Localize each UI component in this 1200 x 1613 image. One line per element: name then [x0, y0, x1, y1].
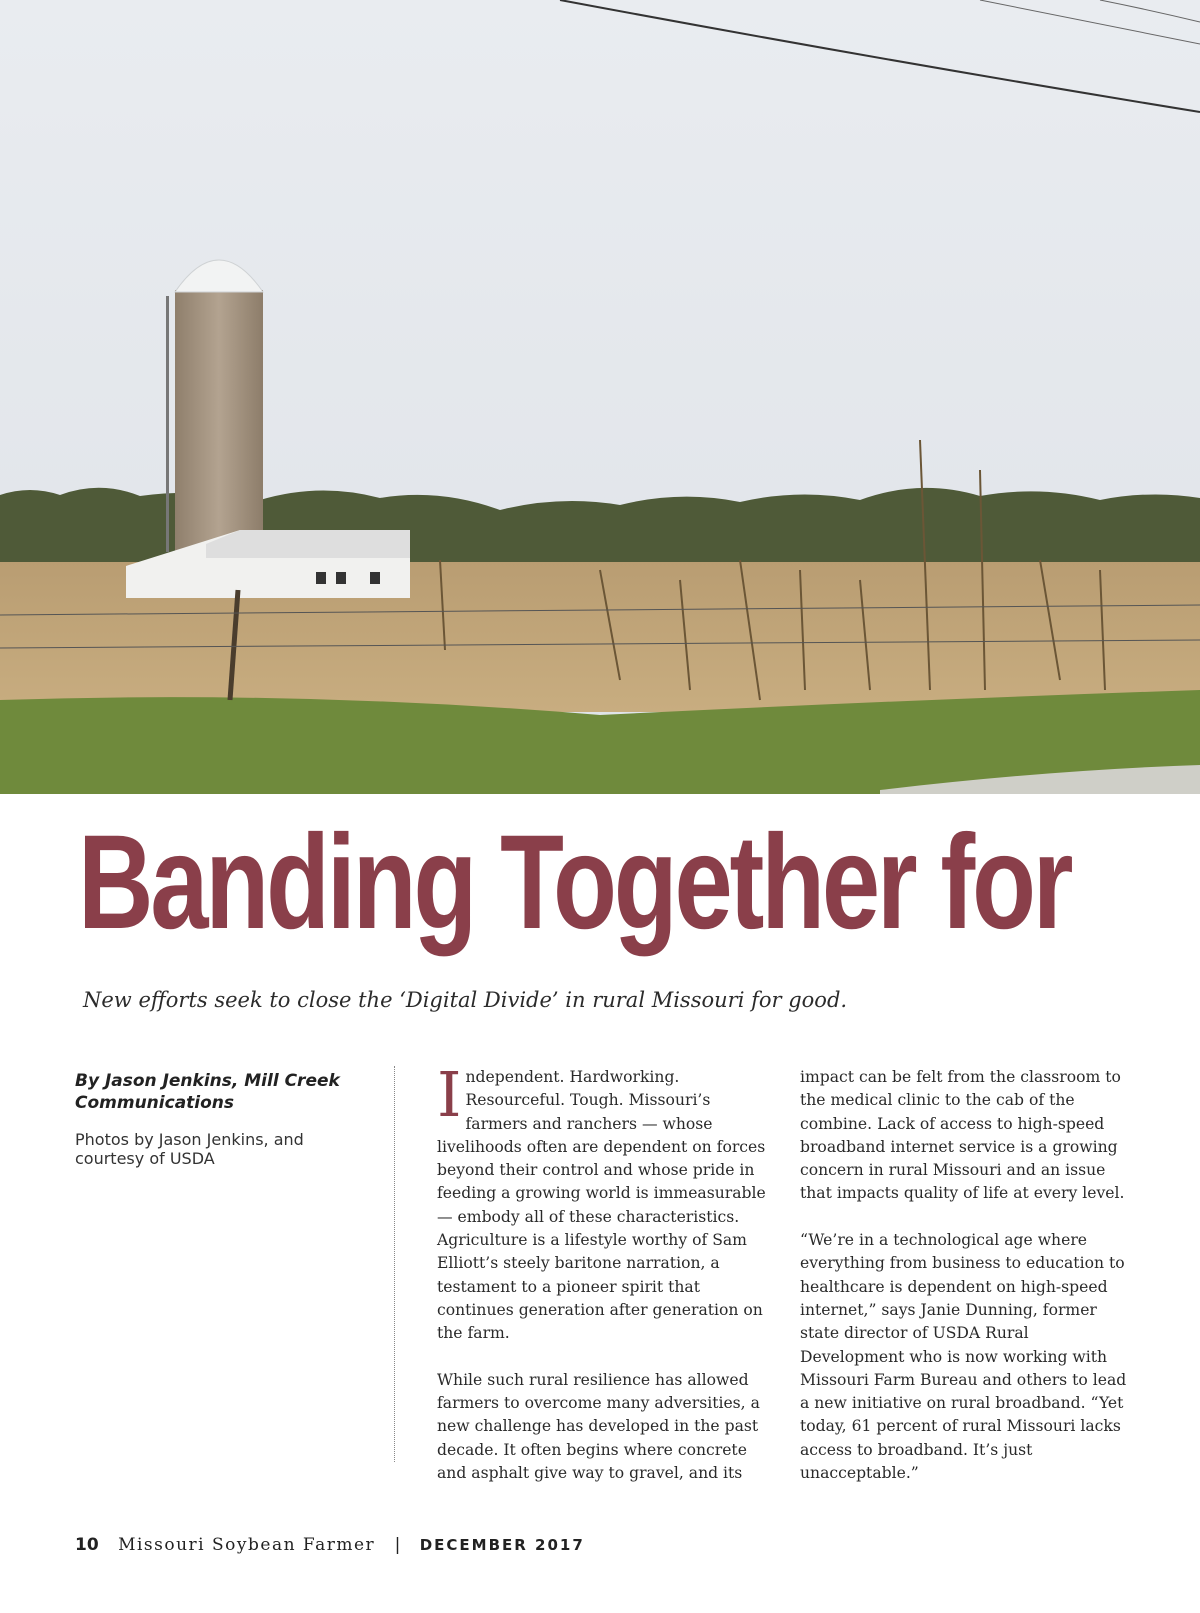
hero-photo: [0, 0, 1200, 794]
footer-separator: |: [394, 1535, 401, 1555]
page-footer: [75, 1535, 875, 1561]
body-column-1: [437, 1058, 767, 1509]
body-paragraph: “We’re in a technological age where everything from business to education to healthcare is dependent on high-speed internet,” says Janie Dunning, former state director of USDA Rural Development who is now working with Missouri Farm Bureau and others to lead a new initiative on rural broadband. “Yet today, 61 percent of rural Missouri lacks access to broadband. It’s just unacceptable.”: [800, 1231, 1127, 1483]
photo-credit: Photos by Jason Jenkins, and courtesy of USDA: [75, 1130, 304, 1168]
drop-cap: I: [437, 1058, 462, 1131]
subheadline: New efforts seek to close the ‘Digital Divide’ in rural Missouri for good.: [83, 988, 848, 1012]
body-column-2: [800, 1066, 1130, 1509]
headline: Banding Together for: [78, 808, 1071, 957]
page-number: 10: [75, 1535, 99, 1555]
body-paragraph: impact can be felt from the classroom to the medical clinic to the cab of the combine. Lack of access to high-speed broadband internet service is a growing concern in rural Missouri and an issue that impacts quality of life at every level.: [800, 1068, 1125, 1203]
body-paragraph: [437, 1058, 767, 1346]
issue-date: DECEMBER 2017: [419, 1536, 585, 1554]
body-paragraph: While such rural resilience has allowed farmers to overcome many adversities, a new challenge has developed in the past decade. It often begins where concrete and asphalt give way to gravel, and its: [437, 1370, 760, 1483]
paragraph-text: ndependent. Hardworking. Resourceful. Tough. Missouri’s farmers and ranchers — whose livelihoods often are dependent on forces beyond their control and whose pride in feeding a growing world is immeasurable — embody all of these characteristics. Agriculture is a lifestyle worthy of Sam Elliott’s steely baritone narration, a testament to a pioneer spirit that continues generation after generation on the farm.: [437, 1068, 766, 1343]
byline: By Jason Jenkins, Mill Creek Communications: [75, 1071, 340, 1113]
column-divider: [394, 1066, 395, 1462]
publication-name: Missouri Soybean Farmer: [118, 1535, 376, 1555]
